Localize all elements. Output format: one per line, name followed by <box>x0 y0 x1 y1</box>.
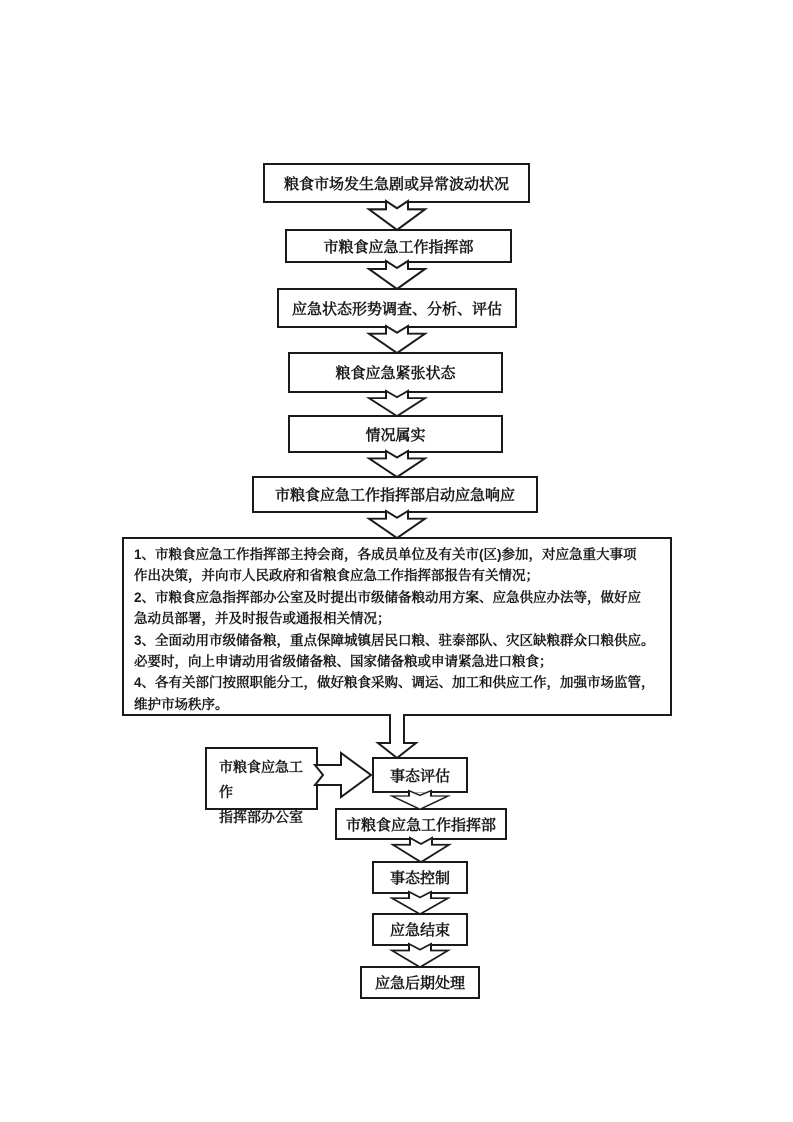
measure-line: 维护市场秩序。 <box>134 696 229 712</box>
flow-node-tension-state: 粮食应急紧张状态 <box>288 352 503 393</box>
connector-arrow-down-3 <box>367 325 427 354</box>
flow-node-hq: 市粮食应急工作指挥部 <box>285 229 512 263</box>
connector-arrow-down-9 <box>390 891 450 915</box>
connector-arrow-down-6 <box>367 510 427 539</box>
measure-line: 急动员部署，并及时报告或通报相关情况； <box>134 611 391 627</box>
connector-arrow-down-1 <box>367 200 427 231</box>
connector-arrow-right-office <box>314 752 372 798</box>
connector-arrow-down-7 <box>390 790 450 810</box>
measure-line: 3、全面动用市级储备粮，重点保障城镇居民口粮、驻泰部队、灾区缺粮群众口粮供应。 <box>134 632 655 648</box>
measure-line: 2、市粮食应急指挥部办公室及时提出市级储备粮动用方案、应急供应办法等，做好应 <box>134 589 642 605</box>
flow-node-response-end: 应急结束 <box>372 913 468 946</box>
measure-line: 4、各有关部门按照职能分工，做好粮食采购、调运、加工和供应工作，加强市场监管， <box>134 675 655 691</box>
measure-line: 必要时，向上申请动用省级储备粮、国家储备粮或申请紧急进口粮食； <box>134 654 553 670</box>
connector-arrow-down-8 <box>391 837 451 863</box>
flow-node-start-response: 市粮食应急工作指挥部启动应急响应 <box>252 476 538 513</box>
flow-node-evaluation: 事态评估 <box>372 757 468 793</box>
connector-arrow-down-long <box>377 713 417 759</box>
measure-line: 1、市粮食应急工作指挥部主持会商，各成员单位及有关市(区)参加，对应急重大事项 <box>134 547 637 562</box>
flow-node-investigation: 应急状态形势调查、分析、评估 <box>277 288 517 328</box>
measure-line: 作出决策，并向市人民政府和省粮食应急工作指挥部报告有关情况； <box>134 568 539 584</box>
flow-node-hq-review: 市粮食应急工作指挥部 <box>335 808 507 840</box>
flow-node-control: 事态控制 <box>372 861 468 894</box>
flow-node-market-fluctuation: 粮食市场发生急剧或异常波动状况 <box>263 163 530 203</box>
flow-node-hq-office <box>205 747 318 825</box>
hq-office-line2: 指挥部办公室 <box>219 809 303 825</box>
connector-arrow-down-2 <box>367 260 427 290</box>
flow-node-measures <box>122 537 672 716</box>
flow-node-situation-verified: 情况属实 <box>288 415 503 453</box>
connector-arrow-down-4 <box>367 390 427 417</box>
connector-arrow-down-10 <box>390 943 450 968</box>
connector-arrow-down-5 <box>367 450 427 478</box>
flow-node-aftermath: 应急后期处理 <box>360 966 480 999</box>
hq-office-line1: 市粮食应急工作 <box>219 759 303 800</box>
